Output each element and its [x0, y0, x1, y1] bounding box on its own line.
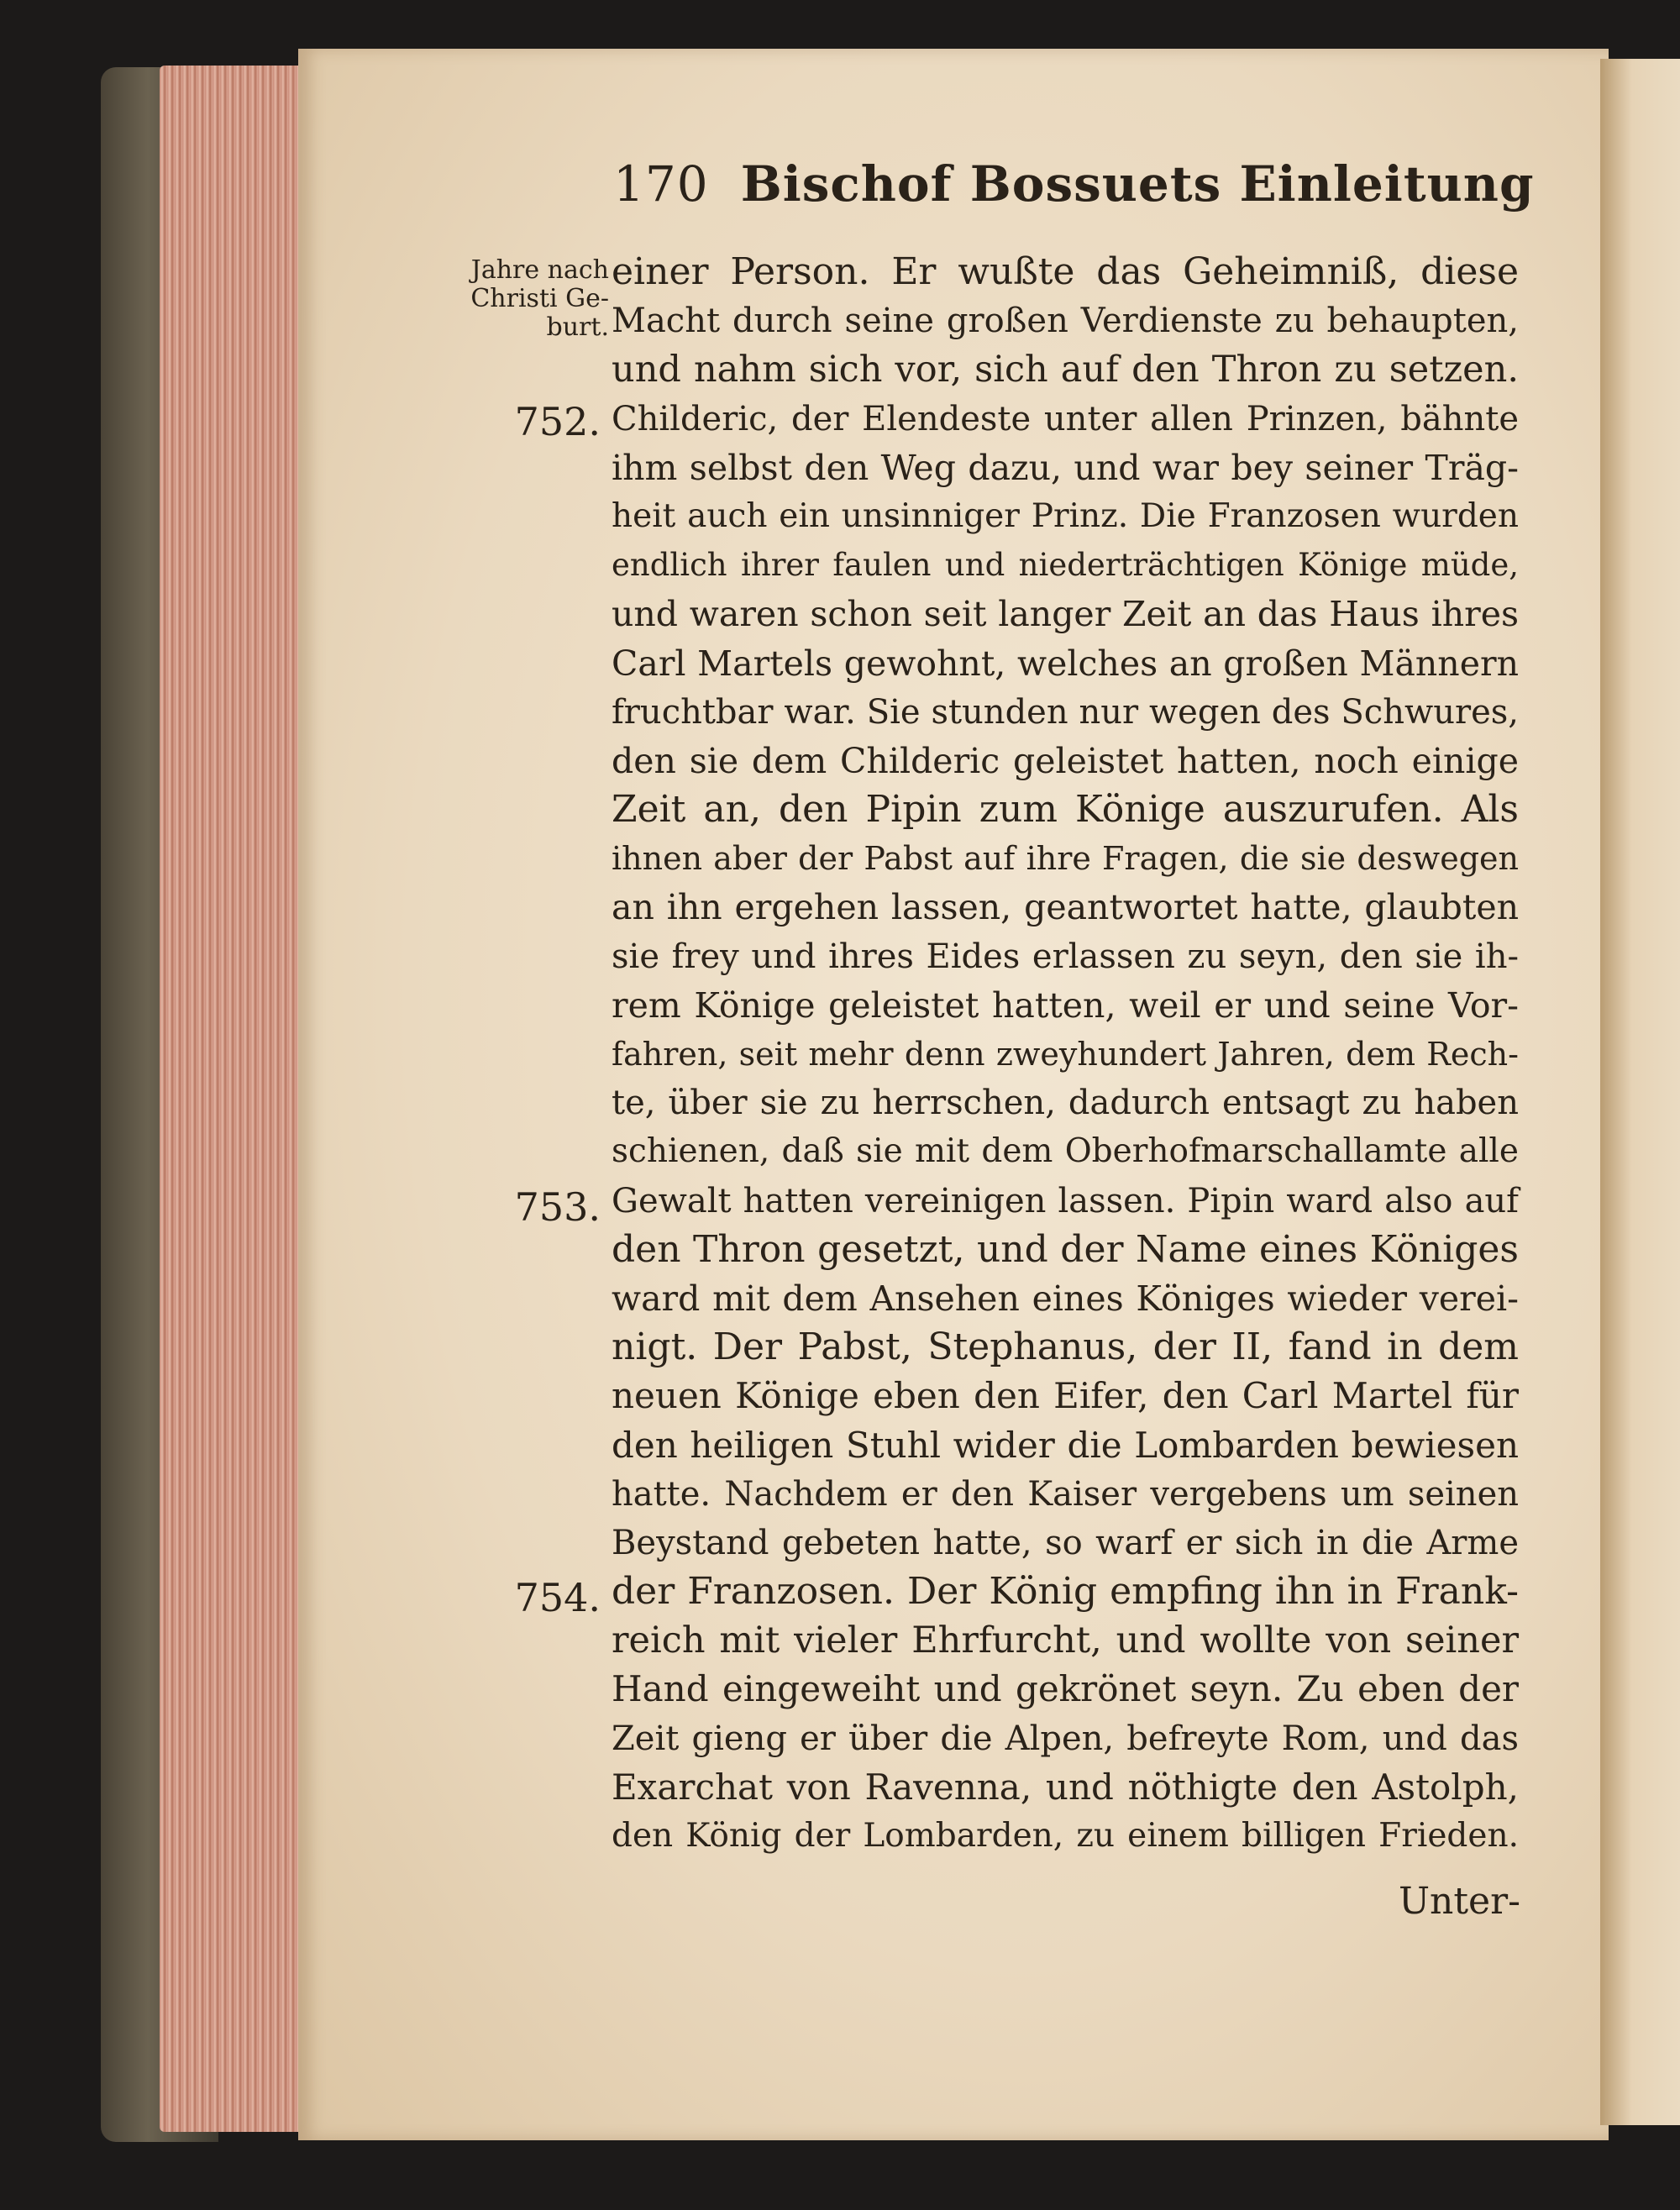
- text-line: den heiligen Stuhl wider die Lombarden bewiesen: [612, 1424, 1519, 1466]
- margin-note-line: Christi Ge-: [470, 284, 609, 313]
- text-line: Macht durch seine großen Verdienste zu behaupten,: [612, 302, 1519, 341]
- text-line: fahren, seit mehr denn zweyhundert Jahren, dem Rech-: [612, 1036, 1519, 1073]
- text-line: ihm selbst den Weg dazu, und war bey seiner Träg-: [612, 447, 1519, 488]
- text-line: heit auch ein unsinniger Prinz. Die Franzosen wurden: [612, 496, 1519, 535]
- text-line: Zeit an, den Pipin zum Könige auszurufen. Als: [612, 788, 1519, 832]
- text-line: ward mit dem Ansehen eines Königes wieder verei-: [612, 1278, 1519, 1319]
- text-line: reich mit vieler Ehrfurcht, und wollte von seiner: [612, 1619, 1519, 1662]
- text-line: und nahm sich vor, sich auf den Thron zu setzen.: [612, 349, 1519, 391]
- text-line: Carl Martels gewohnt, welches an großen Männern: [612, 643, 1519, 684]
- text-line: Gewalt hatten vereinigen lassen. Pipin ward also auf: [612, 1181, 1519, 1220]
- text-line: endlich ihrer faulen und niederträchtigen Könige müde,: [612, 547, 1519, 584]
- text-line: einer Person. Er wußte das Geheimniß, diese: [612, 250, 1519, 293]
- text-line: Beystand gebeten hatte, so warf er sich in die Arme: [612, 1523, 1519, 1562]
- text-line: nigt. Der Pabst, Stephanus, der II, fand in dem: [612, 1325, 1519, 1369]
- text-line: der Franzosen. Der König empfing ihn in Frank-: [612, 1570, 1519, 1614]
- text-line: den König der Lombarden, zu einem billigen Frieden.: [612, 1817, 1519, 1855]
- page-number: 170: [613, 155, 709, 213]
- running-header: [613, 155, 1535, 213]
- facing-page-edge: [1600, 59, 1680, 2125]
- text-line: hatte. Nachdem er den Kaiser vergebens um seinen: [612, 1474, 1519, 1514]
- running-title: Bischof Bossuets Einleitung: [740, 155, 1535, 213]
- text-line: ihnen aber der Pabst auf ihre Fragen, die sie deswegen: [612, 840, 1519, 878]
- page-edges: [160, 66, 307, 2132]
- margin-note: [428, 256, 609, 342]
- text-line: Zeit gieng er über die Alpen, befreyte Rom, und das: [612, 1719, 1519, 1758]
- text-line: Childeric, der Elendeste unter allen Prinzen, bähnte: [612, 399, 1519, 438]
- margin-note-line: Jahre nach: [470, 255, 609, 285]
- margin-year: 753.: [514, 1184, 601, 1230]
- text-line: fruchtbar war. Sie stunden nur wegen des Schwures,: [612, 692, 1519, 732]
- catchword: Unter-: [1398, 1880, 1520, 1923]
- margin-note-line: burt.: [546, 312, 609, 342]
- text-line: sie frey und ihres Eides erlassen zu seyn, den sie ih-: [612, 937, 1519, 976]
- margin-year: 754.: [514, 1575, 601, 1620]
- text-line: Hand eingeweiht und gekrönet seyn. Zu eben der: [612, 1668, 1519, 1710]
- text-line: neuen Könige eben den Eifer, den Carl Martel für: [612, 1375, 1519, 1417]
- text-line: te, über sie zu herrschen, dadurch entsagt zu haben: [612, 1084, 1519, 1123]
- text-line: rem Könige geleistet hatten, weil er und seine Vor-: [612, 984, 1519, 1026]
- text-line: Exarchat von Ravenna, und nöthigte den Astolph,: [612, 1766, 1519, 1808]
- text-line: den Thron gesetzt, und der Name eines Königes: [612, 1227, 1519, 1271]
- text-line: an ihn ergehen lassen, geantwortet hatte, glaubten: [612, 887, 1519, 928]
- text-line: schienen, daß sie mit dem Oberhofmarschallamte alle: [612, 1132, 1519, 1171]
- text-line: und waren schon seit langer Zeit an das Haus ihres: [612, 594, 1519, 635]
- margin-year: 752.: [514, 399, 601, 444]
- text-line: den sie dem Childeric geleistet hatten, noch einige: [612, 740, 1519, 781]
- body-text: [612, 248, 1519, 1861]
